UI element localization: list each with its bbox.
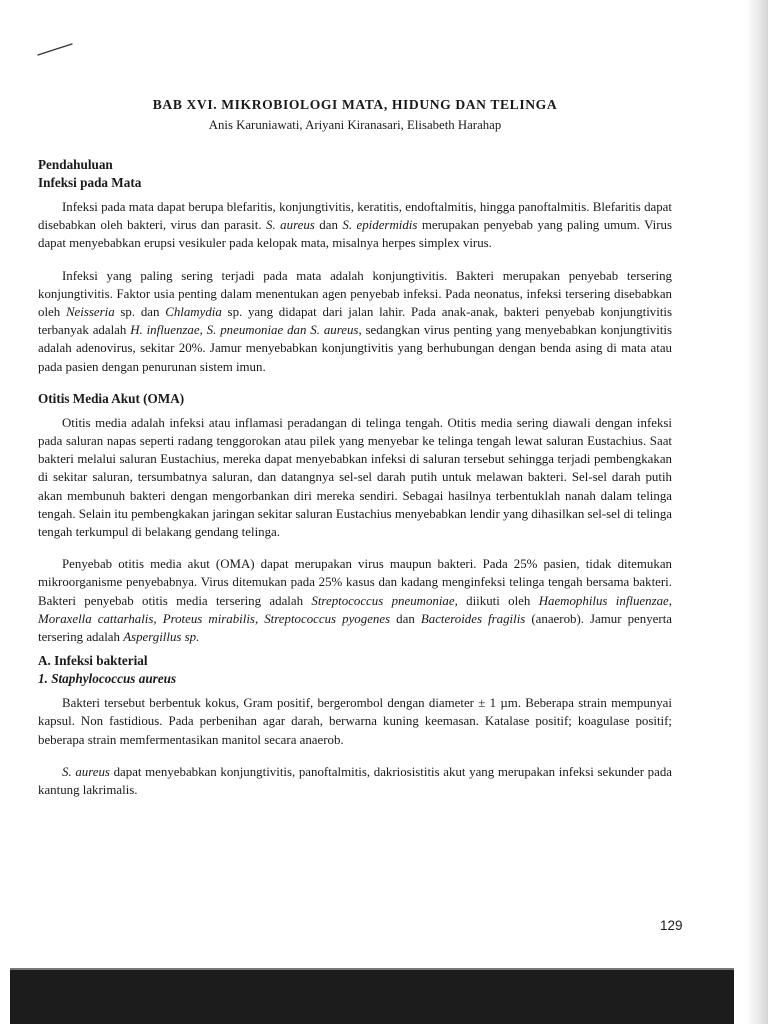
italic-term: S. aureus [62, 764, 110, 779]
paragraph-otitis-media [38, 414, 672, 541]
italic-term: S. epidermidis [342, 218, 418, 233]
italic-term: Bacteroides fragilis [420, 611, 526, 626]
text-run: Bakteri tersebut berbentuk kokus, Gram positif, bergerombol dengan diameter ± 1 µm. Beberapa strain mempunyai kapsul. Non fastidious. Pada perbenihan agar darah, berwarna kuning keemasan. Katalase positif; koagulase positif; beberapa strain memfermentasikan manitol secara anaerob. [38, 696, 672, 747]
heading-staphylococcus: 1. Staphylococcus aureus [38, 671, 177, 687]
heading-pendahuluan: Pendahuluan [38, 157, 113, 172]
book-page [38, 96, 672, 799]
paragraph-konjungtivitis [38, 267, 672, 376]
heading-oma: Otitis Media Akut (OMA) [38, 390, 185, 406]
chapter-title: BAB XVI. MIKROBIOLOGI MATA, HIDUNG DAN TELINGA [152, 97, 558, 112]
text-run: , diikuti oleh [454, 593, 539, 608]
italic-term: Aspergillus sp. [123, 630, 200, 645]
italic-term: H. influenzae, S. pneumoniae dan S. aureus [130, 323, 359, 338]
pen-mark-icon [36, 42, 76, 58]
italic-term: Chlamydia [165, 305, 222, 320]
text-run: dan [314, 218, 343, 233]
text-run: Otitis media adalah infeksi atau inflamasi peradangan di telinga tengah. Otitis media sering diawali dengan infeksi pada saluran napas seperti radang tenggorokan atau pilek yang menyebar ke telinga tengah lewat saluran Eustachius. Saat bakteri melalui saluran Eustachius, mereka dapat menyebabkan infeksi di saluran tersebut sehingga terjadi pembengkakan di sekitar saluran, tersumbatnya saluran, dan datangnya sel-sel darah putih untuk melawan bakteri. Sel-sel darah putih akan membunuh bakteri dengan mengorbankan diri mereka sendiri. Sebagai hasilnya terbentuklah nanah dalam telinga tengah. Selain itu pembengkakan jaringan sekitar saluran Eustachius menyebabkan lendir yang dihasilkan sel-sel di telinga tengah terkumpul di belakang gendang telinga. [38, 415, 672, 540]
text-run: dan [390, 611, 421, 626]
heading-infeksi-mata: Infeksi pada Mata [38, 175, 142, 190]
paragraph-staph-infeksi [38, 763, 672, 799]
paragraph-penyebab-oma [38, 555, 672, 646]
text-run: Penyebab otitis media akut (OMA) dapat merupakan virus maupun bakteri. Pada 25% pasien, tidak ditemukan mikroorganisme penyebabnya. Virus ditemukan pada 25% kasus dan kadang menginfeksi telinga tengah bersama bakteri. Bakteri penyebab otitis media tersering adalah [38, 557, 672, 608]
italic-term: S. aureus [266, 218, 315, 233]
text-run: , sedangkan virus penting yang menyebabkan konjungtivitis adalah adenovirus, sekitar 20%. Jamur menyebabkan konjungtivitis yang berhubungan dengan benda asing di mata atau pada pasien dengan penurunan sistem imun. [38, 323, 673, 374]
italic-term: Haemophilus influenzae, Moraxella cattarhalis, Proteus mirabilis, Streptococcus pyogenes [38, 593, 672, 626]
paragraph-blefaritis [38, 198, 672, 253]
page-number: 129 [660, 918, 683, 933]
text-run: dapat menyebabkan konjungtivitis, panoftalmitis, dakriosistitis akut yang merupakan infeksi sekunder pada kantung lakrimalis. [38, 764, 672, 798]
text-run: sp. dan [114, 305, 166, 320]
scan-edge-shadow [746, 0, 768, 1024]
heading-infeksi-bakterial: A. Infeksi bakterial [38, 653, 148, 669]
text-run: Infeksi pada mata dapat berupa blefaritis, konjungtivitis, keratitis, endoftalmitis, hingga panoftalmitis. Blefaritis dapat disebabkan oleh bakteri, virus dan parasit. [38, 200, 672, 233]
italic-term: Streptococcus pneumoniae [311, 593, 455, 608]
text-run: Infeksi yang paling sering terjadi pada mata adalah konjungtivitis. Bakteri merupakan penyebab tersering konjungtivitis. Faktor usia penting dalam menentukan agen penyebab infeksi. Pada neonatus, infeksi tersering disebabkan oleh [38, 268, 672, 320]
chapter-authors: Anis Karuniawati, Ariyani Kiranasari, Elisabeth Harahap [208, 118, 502, 132]
scan-bottom-border [10, 970, 734, 1024]
text-run: sp. yang didapat dari jalan lahir. Pada anak-anak, bakteri penyebab konjungtivitis terbanyak adalah [38, 305, 673, 338]
text-run: (anaerob). Jamur penyerta tersering adalah [38, 611, 672, 645]
paragraph-staph-morfologi [38, 694, 672, 749]
italic-term: Neisseria [65, 305, 115, 320]
text-run: merupakan penyebab yang paling umum. Virus dapat menyebabkan erupsi vesikuler pada kelopak mata, misalnya herpes simplex virus. [38, 218, 672, 251]
